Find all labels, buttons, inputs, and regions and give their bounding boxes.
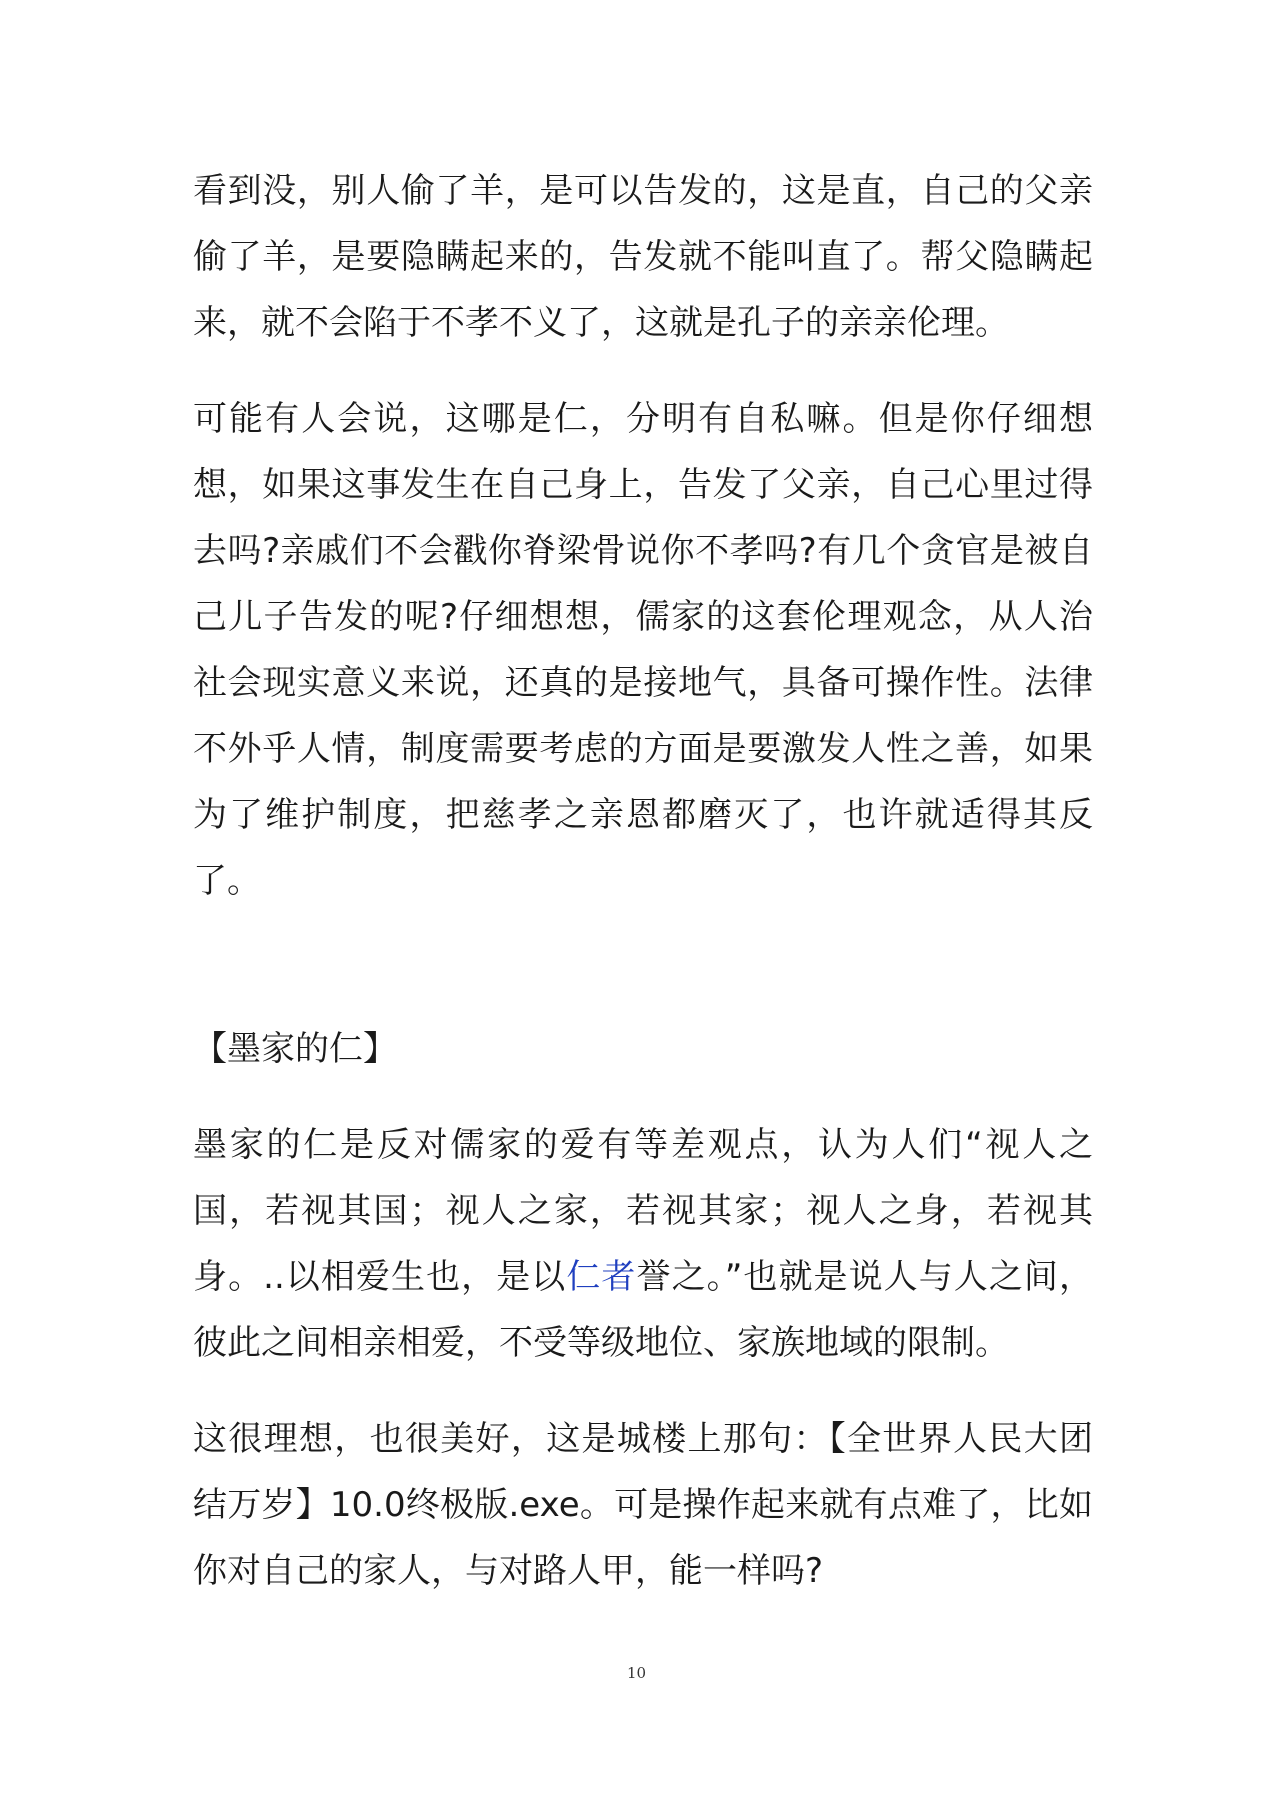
link-renzhe[interactable]: 仁者 <box>566 1257 637 1297</box>
paragraph-confucian-example: 看到没，别人偷了羊，是可以告发的，这是直，自己的父亲偷了羊，是要隐瞒起来的，告发就不能叫直了。帮父隐瞒起来，就不会陷于不孝不义了，这就是孔子的亲亲伦理。 <box>193 171 1093 343</box>
paragraph-mojia-text-start: 墨家的仁是反对儒家的爱有等差观点，认为人们“视人之国，若视其国；视人之家，若视其家；视人之身，若视其身。..以相爱生也，是以 <box>193 1125 1093 1297</box>
paragraph-ideal-comment: 这很理想，也很美好，这是城楼上那句：【全世界人民大团结万岁】10.0终极版.exe。可是操作起来就有点难了，比如你对自己的家人，与对路人甲，能一样吗? <box>193 1419 1093 1591</box>
section-heading-mojia: 【墨家的仁】 <box>193 1029 397 1069</box>
page-content <box>193 158 1093 1634</box>
paragraph-confucian-ethics: 可能有人会说，这哪是仁，分明有自私嘛。但是你仔细想想，如果这事发生在自己身上，告发了父亲，自己心里过得去吗?亲戚们不会戳你脊梁骨说你不孝吗?有几个贪官是被自己儿子告发的呢?仔细想想，儒家的这套伦理观念，从人治社会现实意义来说，还真的是接地气，具备可操作性。法律不外乎人情，制度需要考虑的方面是要激发人性之善，如果为了维护制度，把慈孝之亲恩都磨灭了，也许就适得其反了。 <box>193 399 1093 901</box>
paragraph-mojia-ren <box>193 1112 1093 1376</box>
paragraph-mojia-text-end: 誉之。”也就是说人与人之间，彼此之间相亲相爱，不受等级地位、家族地域的限制。 <box>193 1257 1093 1363</box>
page-number: 10 <box>626 1664 647 1682</box>
